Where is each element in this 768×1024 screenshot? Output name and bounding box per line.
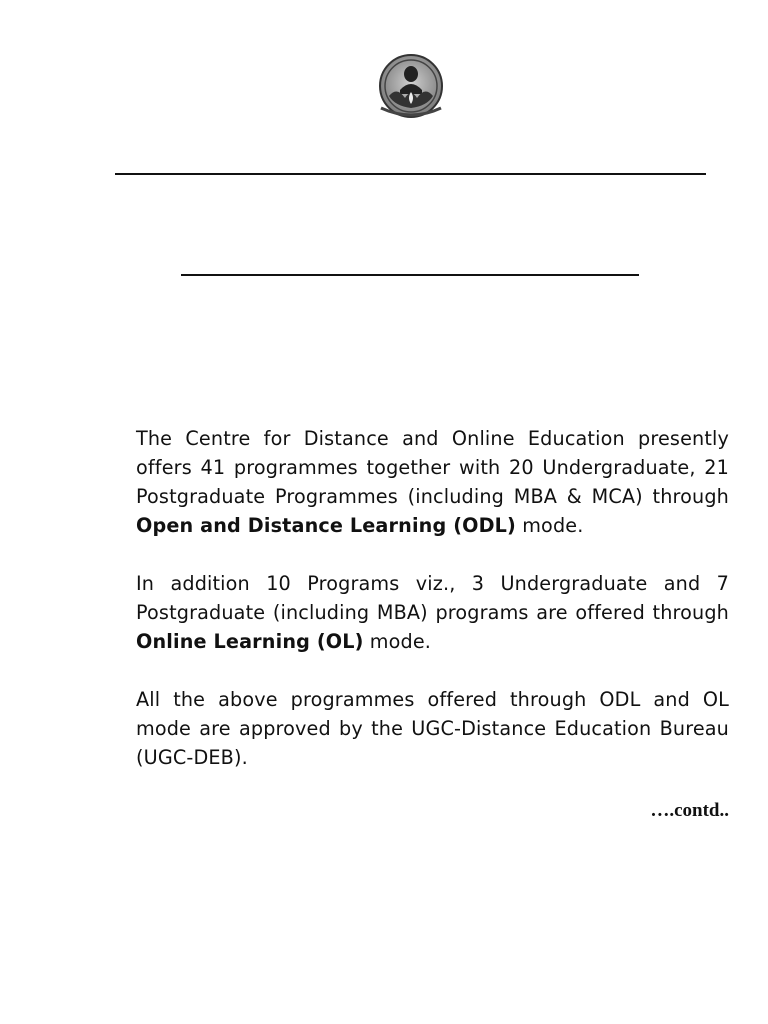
university-emblem-icon [367,52,455,124]
paragraph-ol-programmes [136,569,729,656]
paragraph-ol-suffix: mode. [363,630,432,653]
paragraph-odl-suffix: mode. [515,514,584,537]
horizontal-rule-second [181,274,639,276]
odl-mode-highlight: Open and Distance Learning (ODL) [136,514,516,537]
continued-label: ….contd.. [650,800,729,821]
horizontal-rule-top [115,173,706,175]
paragraph-odl-text: The Centre for Distance and Online Education presently offers 41 programmes together with 20 Undergraduate, 21 Postgraduate Programmes (including MBA & MCA) through [136,427,729,508]
ol-mode-highlight: Online Learning (OL) [136,630,364,653]
paragraph-ol-text: In addition 10 Programs viz., 3 Undergraduate and 7 Postgraduate (including MBA) programs are offered through [136,572,729,624]
paragraph-odl-programmes [136,424,729,540]
paragraph-approval: All the above programmes offered through ODL and OL mode are approved by the UGC-Distance Education Bureau (UGC-DEB). [136,688,729,769]
